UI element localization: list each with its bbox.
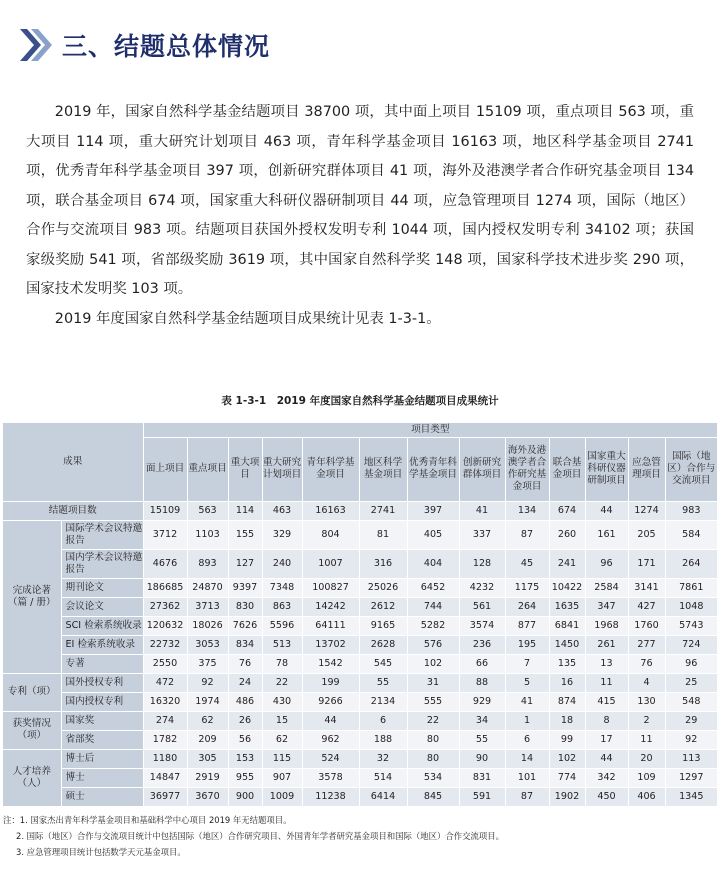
table-cell: 5282: [407, 616, 459, 635]
table-cell: 20: [628, 749, 665, 768]
table-cell: 1175: [505, 578, 549, 597]
table-cell: 427: [628, 597, 665, 616]
table-cell: 130: [628, 692, 665, 711]
note-2: 2. 国际（地区）合作与交流项目统计中包括国际（地区）合作研究项目、外国青年学者研究基金项目和国际（地区）合作交流项目。: [16, 831, 505, 841]
table-cell: 4232: [459, 578, 505, 597]
table-cell: 5743: [665, 616, 717, 635]
table-cell: 561: [459, 597, 505, 616]
table-cell: 9397: [228, 578, 262, 597]
table-cell: 171: [628, 549, 665, 578]
table-cell: 1974: [187, 692, 228, 711]
table-cell: 195: [505, 635, 549, 654]
table-row: [3, 635, 717, 654]
table-cell: 831: [459, 768, 505, 787]
double-chevron-icon: [18, 27, 52, 63]
table-notes: [3, 812, 717, 860]
table-cell: 6452: [407, 578, 459, 597]
table-row: [3, 730, 717, 749]
table-cell: 1760: [628, 616, 665, 635]
table-cell: 329: [262, 520, 302, 549]
row-label: 专著: [61, 654, 143, 673]
table-cell: 804: [302, 520, 359, 549]
row-label: 硕士: [61, 787, 143, 806]
table-cell: 3574: [459, 616, 505, 635]
table-cell: 430: [262, 692, 302, 711]
table-cell: 2919: [187, 768, 228, 787]
table-cell: 1297: [665, 768, 717, 787]
table-cell: 274: [143, 711, 187, 730]
table-cell: 18026: [187, 616, 228, 635]
table-row: [3, 501, 717, 520]
table-cell: 236: [459, 635, 505, 654]
table-cell: 5596: [262, 616, 302, 635]
paragraph-summary: 2019 年，国家自然科学基金结题项目 38700 项，其中面上项目 15109 项，重点项目 563 项，重大项目 114 项，重大研究计划项目 463 项，青年科学基金项目 16163 项，地区科学基金项目 2741 项，优秀青年科学基金项目 397 项，创新研究群体项目 41 项，海外及港澳学者合作研究基金项目 134 项，联合基金项目 674 项，国家重大科研仪器研制项目 44 项，应急管理项目 1274 项，国际（地区）合作与交流项目 983 项。结题项目获国外授权发明专利 1044 项，国内授权发明专利 34102 项；获国家级奖励 541 项，省部级奖励 3619 项，其中国家自然科学奖 148 项，国家科学技术进步奖 290 项，国家技术发明奖 103 项。: [26, 104, 694, 297]
table-cell: 406: [628, 787, 665, 806]
row-group-label: 专利（项）: [3, 673, 61, 711]
table-cell: 113: [665, 749, 717, 768]
table-cell: 463: [262, 501, 302, 520]
table-cell: 62: [262, 730, 302, 749]
col-header: 国家重大科研仪器研制项目: [585, 437, 628, 501]
table-cell: 5: [505, 673, 549, 692]
table-cell: 64111: [302, 616, 359, 635]
table-cell: 1902: [549, 787, 585, 806]
table-cell: 87: [505, 787, 549, 806]
table-cell: 4676: [143, 549, 187, 578]
header-project-type: 项目类型: [143, 423, 717, 437]
table-cell: 8: [585, 711, 628, 730]
table-cell: 44: [585, 501, 628, 520]
table-cell: 186685: [143, 578, 187, 597]
table-cell: 674: [549, 501, 585, 520]
table-cell: 2612: [359, 597, 407, 616]
table-cell: 845: [407, 787, 459, 806]
table-cell: 76: [228, 654, 262, 673]
table-cell: 16: [549, 673, 585, 692]
table-cell: 88: [459, 673, 505, 692]
table-cell: 9266: [302, 692, 359, 711]
table-cell: 563: [187, 501, 228, 520]
table-cell: 134: [505, 501, 549, 520]
row-label: 结题项目数: [3, 501, 143, 520]
row-label: 期刊论文: [61, 578, 143, 597]
table-body: [3, 501, 717, 806]
paragraph-table-ref: 2019 年度国家自然科学基金结题项目成果统计见表 1-3-1。: [54, 310, 441, 327]
table-cell: 347: [585, 597, 628, 616]
table-cell: 405: [407, 520, 459, 549]
header-outcome: 成果: [3, 423, 143, 501]
table-cell: 955: [228, 768, 262, 787]
table-cell: 22: [262, 673, 302, 692]
table-cell: 41: [505, 692, 549, 711]
stats-table: [3, 423, 717, 807]
table-row: [3, 520, 717, 549]
col-header: 重点项目: [187, 437, 228, 501]
table-cell: 900: [228, 787, 262, 806]
table-cell: 55: [359, 673, 407, 692]
table-cell: 548: [665, 692, 717, 711]
table-cell: 3713: [187, 597, 228, 616]
table-cell: 555: [407, 692, 459, 711]
table-cell: 15109: [143, 501, 187, 520]
col-header: 创新研究群体项目: [459, 437, 505, 501]
row-group-label: 人才培养（人）: [3, 749, 61, 806]
table-cell: 962: [302, 730, 359, 749]
table-cell: 27362: [143, 597, 187, 616]
table-cell: 9165: [359, 616, 407, 635]
row-label: 国外授权专利: [61, 673, 143, 692]
table-cell: 907: [262, 768, 302, 787]
table-cell: 22732: [143, 635, 187, 654]
table-cell: 591: [459, 787, 505, 806]
table-cell: 25: [665, 673, 717, 692]
table-cell: 135: [549, 654, 585, 673]
table-cell: 7348: [262, 578, 302, 597]
table-cell: 24870: [187, 578, 228, 597]
row-label: 国家奖: [61, 711, 143, 730]
body-text: [26, 98, 694, 334]
col-header: 海外及港澳学者合作研究基金项目: [505, 437, 549, 501]
table-cell: 1009: [262, 787, 302, 806]
table-cell: 929: [459, 692, 505, 711]
table-cell: 32: [359, 749, 407, 768]
table-cell: 7626: [228, 616, 262, 635]
table-cell: 87: [505, 520, 549, 549]
table-cell: 1274: [628, 501, 665, 520]
table-cell: 450: [585, 787, 628, 806]
table-cell: 15: [262, 711, 302, 730]
col-header: 青年科学基金项目: [302, 437, 359, 501]
table-cell: 6: [505, 730, 549, 749]
note-3: 3. 应急管理项目统计包括数学天元基金项目。: [16, 847, 186, 857]
table-cell: 877: [505, 616, 549, 635]
table-cell: 241: [549, 549, 585, 578]
table-cell: 92: [187, 673, 228, 692]
table-cell: 375: [187, 654, 228, 673]
col-header: 应急管理项目: [628, 437, 665, 501]
table-cell: 127: [228, 549, 262, 578]
table-cell: 2628: [359, 635, 407, 654]
row-label: EI 检索系统收录: [61, 635, 143, 654]
table-cell: 155: [228, 520, 262, 549]
col-header: 地区科学基金项目: [359, 437, 407, 501]
table-cell: 101: [505, 768, 549, 787]
table-cell: 472: [143, 673, 187, 692]
table-cell: 337: [459, 520, 505, 549]
table-cell: 80: [407, 749, 459, 768]
table-cell: 99: [549, 730, 585, 749]
table-row: [3, 673, 717, 692]
table-cell: 874: [549, 692, 585, 711]
section-title: 三、结题总体情况: [62, 32, 271, 61]
table-cell: 100827: [302, 578, 359, 597]
table-cell: 863: [262, 597, 302, 616]
table-cell: 404: [407, 549, 459, 578]
table-cell: 3053: [187, 635, 228, 654]
table-cell: 205: [628, 520, 665, 549]
table-cell: 4: [628, 673, 665, 692]
table-row: [3, 597, 717, 616]
table-cell: 3578: [302, 768, 359, 787]
table-cell: 102: [407, 654, 459, 673]
table-cell: 983: [665, 501, 717, 520]
table-cell: 576: [407, 635, 459, 654]
row-label: 省部奖: [61, 730, 143, 749]
table-cell: 7861: [665, 578, 717, 597]
table-cell: 128: [459, 549, 505, 578]
row-label: 国内授权专利: [61, 692, 143, 711]
table-cell: 342: [585, 768, 628, 787]
table-row: [3, 692, 717, 711]
table-cell: 45: [505, 549, 549, 578]
table-cell: 545: [359, 654, 407, 673]
table-cell: 2134: [359, 692, 407, 711]
table-cell: 16320: [143, 692, 187, 711]
table-cell: 1007: [302, 549, 359, 578]
table-cell: 240: [262, 549, 302, 578]
table-cell: 261: [585, 635, 628, 654]
row-label: 国际学术会议特邀报告: [61, 520, 143, 549]
table-cell: 114: [228, 501, 262, 520]
table-cell: 1782: [143, 730, 187, 749]
table-cell: 2741: [359, 501, 407, 520]
table-cell: 13: [585, 654, 628, 673]
table-cell: 3712: [143, 520, 187, 549]
table-row: [3, 711, 717, 730]
table-cell: 55: [459, 730, 505, 749]
table-cell: 96: [585, 549, 628, 578]
table-row: [3, 749, 717, 768]
table-cell: 1: [505, 711, 549, 730]
table-cell: 153: [228, 749, 262, 768]
table-cell: 260: [549, 520, 585, 549]
table-cell: 14847: [143, 768, 187, 787]
table-cell: 774: [549, 768, 585, 787]
table-row: [3, 768, 717, 787]
table-cell: 2: [628, 711, 665, 730]
table-cell: 199: [302, 673, 359, 692]
table-cell: 24: [228, 673, 262, 692]
table-row: [3, 787, 717, 806]
table-cell: 524: [302, 749, 359, 768]
col-header: 重大项目: [228, 437, 262, 501]
table-cell: 486: [228, 692, 262, 711]
table-cell: 534: [407, 768, 459, 787]
table-cell: 11: [628, 730, 665, 749]
table-cell: 397: [407, 501, 459, 520]
section-heading: [18, 24, 270, 66]
table-cell: 17: [585, 730, 628, 749]
table-cell: 830: [228, 597, 262, 616]
table-cell: 1450: [549, 635, 585, 654]
table-cell: 29: [665, 711, 717, 730]
table-row: [3, 578, 717, 597]
table-cell: 80: [407, 730, 459, 749]
col-header: 国际（地区）合作与交流项目: [665, 437, 717, 501]
table-cell: 31: [407, 673, 459, 692]
table-cell: 1968: [585, 616, 628, 635]
table-caption: 表 1-3-1 2019 年度国家自然科学基金结题项目成果统计: [221, 395, 499, 407]
row-label: SCI 检索系统收录: [61, 616, 143, 635]
table-cell: 1048: [665, 597, 717, 616]
table-cell: 78: [262, 654, 302, 673]
table-cell: 316: [359, 549, 407, 578]
note-1: 注：1. 国家杰出青年科学基金项目和基础科学中心项目 2019 年无结题项目。: [3, 815, 292, 825]
table-cell: 36977: [143, 787, 187, 806]
table-cell: 744: [407, 597, 459, 616]
table-cell: 92: [665, 730, 717, 749]
table-cell: 161: [585, 520, 628, 549]
table-cell: 10422: [549, 578, 585, 597]
table-cell: 14: [505, 749, 549, 768]
table-row: [3, 616, 717, 635]
table-row: [3, 654, 717, 673]
table-cell: 834: [228, 635, 262, 654]
table-cell: 6414: [359, 787, 407, 806]
row-label: 博士后: [61, 749, 143, 768]
table-cell: 2550: [143, 654, 187, 673]
row-group-label: 完成论著（篇 / 册）: [3, 520, 61, 673]
table-cell: 514: [359, 768, 407, 787]
col-header: 联合基金项目: [549, 437, 585, 501]
table-row: [3, 549, 717, 578]
col-header: 重大研究计划项目: [262, 437, 302, 501]
table-cell: 2584: [585, 578, 628, 597]
col-header: 面上项目: [143, 437, 187, 501]
stats-table-wrapper: [3, 423, 717, 807]
table-cell: 44: [585, 749, 628, 768]
table-cell: 1180: [143, 749, 187, 768]
row-label: 国内学术会议特邀报告: [61, 549, 143, 578]
table-cell: 1103: [187, 520, 228, 549]
table-cell: 81: [359, 520, 407, 549]
table-cell: 188: [359, 730, 407, 749]
table-cell: 3670: [187, 787, 228, 806]
col-header: 优秀青年科学基金项目: [407, 437, 459, 501]
table-cell: 41: [459, 501, 505, 520]
table-cell: 3141: [628, 578, 665, 597]
table-cell: 18: [549, 711, 585, 730]
table-cell: 26: [228, 711, 262, 730]
table-cell: 6841: [549, 616, 585, 635]
table-cell: 264: [505, 597, 549, 616]
row-label: 会议论文: [61, 597, 143, 616]
table-cell: 34: [459, 711, 505, 730]
table-cell: 56: [228, 730, 262, 749]
table-cell: 62: [187, 711, 228, 730]
table-cell: 90: [459, 749, 505, 768]
table-cell: 11: [585, 673, 628, 692]
table-cell: 102: [549, 749, 585, 768]
table-cell: 1542: [302, 654, 359, 673]
row-label: 博士: [61, 768, 143, 787]
row-group-label: 获奖情况（项）: [3, 711, 61, 749]
table-cell: 305: [187, 749, 228, 768]
table-cell: 264: [665, 549, 717, 578]
table-cell: 277: [628, 635, 665, 654]
table-cell: 109: [628, 768, 665, 787]
table-cell: 1635: [549, 597, 585, 616]
table-cell: 7: [505, 654, 549, 673]
table-cell: 25026: [359, 578, 407, 597]
table-cell: 893: [187, 549, 228, 578]
table-cell: 14242: [302, 597, 359, 616]
table-cell: 76: [628, 654, 665, 673]
table-cell: 13702: [302, 635, 359, 654]
table-cell: 513: [262, 635, 302, 654]
table-cell: 1345: [665, 787, 717, 806]
table-cell: 11238: [302, 787, 359, 806]
table-cell: 584: [665, 520, 717, 549]
table-cell: 115: [262, 749, 302, 768]
table-cell: 6: [359, 711, 407, 730]
table-cell: 16163: [302, 501, 359, 520]
table-cell: 44: [302, 711, 359, 730]
table-cell: 96: [665, 654, 717, 673]
table-cell: 724: [665, 635, 717, 654]
table-cell: 22: [407, 711, 459, 730]
table-cell: 415: [585, 692, 628, 711]
table-cell: 66: [459, 654, 505, 673]
table-cell: 120632: [143, 616, 187, 635]
table-cell: 209: [187, 730, 228, 749]
